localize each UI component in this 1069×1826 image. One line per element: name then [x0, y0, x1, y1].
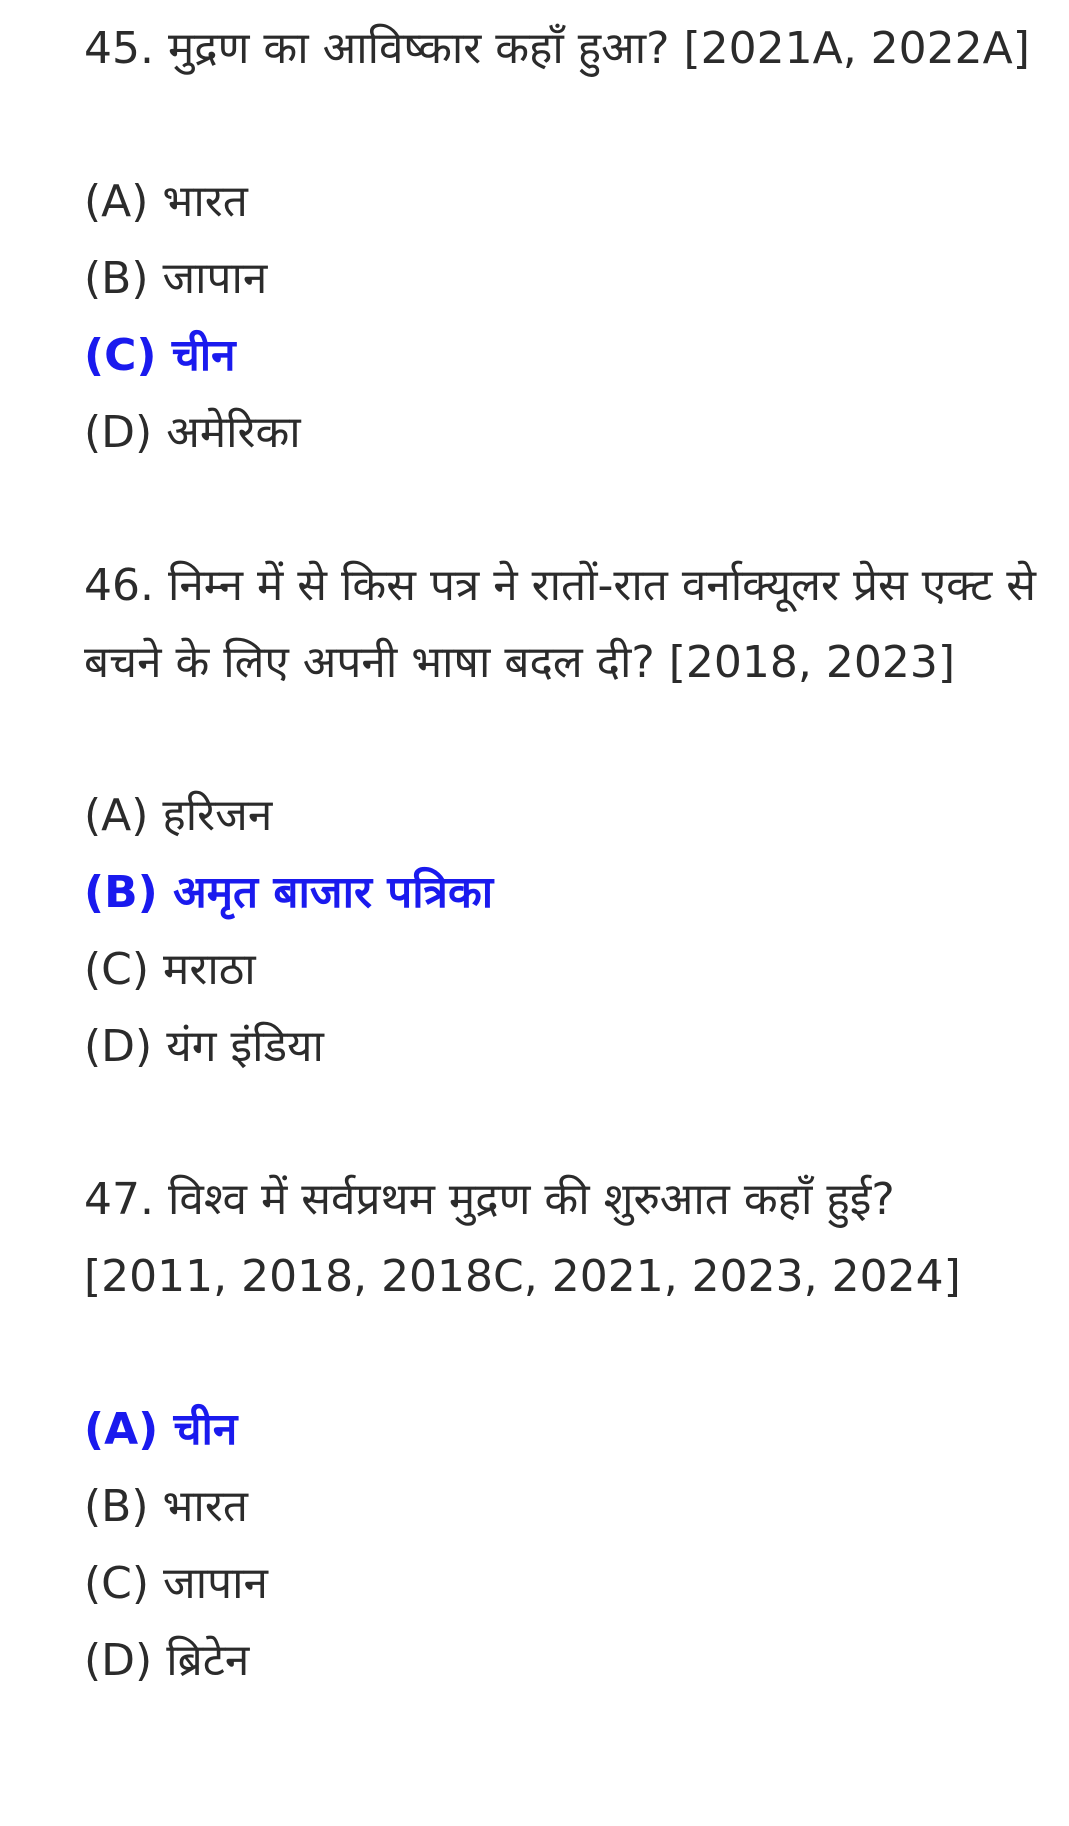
- option-c-correct-answer: (C) चीन: [84, 330, 236, 381]
- option-b: (B) भारत: [84, 1481, 248, 1532]
- spacer: [84, 1315, 1044, 1391]
- quiz-page: [84, 10, 1044, 1699]
- question-block-45: [84, 10, 1044, 471]
- question-block-47: [84, 1161, 1044, 1699]
- option-b: (B) जापान: [84, 253, 268, 304]
- option-d: (D) ब्रिटेन: [84, 1635, 250, 1686]
- option-d: (D) अमेरिका: [84, 407, 301, 458]
- question-block-46: [84, 547, 1044, 1085]
- option-c: (C) मराठा: [84, 944, 256, 995]
- spacer: [84, 471, 1044, 547]
- question-text: 47. विश्व में सर्वप्रथम मुद्रण की शुरुआत कहाँ हुई? [2011, 2018, 2018C, 2021, 2023, 2024]: [84, 1174, 961, 1302]
- option-d: (D) यंग इंडिया: [84, 1021, 324, 1072]
- option-c: (C) जापान: [84, 1558, 268, 1609]
- spacer: [84, 87, 1044, 163]
- option-a: (A) हरिजन: [84, 790, 273, 841]
- question-text: 46. निम्न में से किस पत्र ने रातों-रात वर्नाक्यूलर प्रेस एक्ट से बचने के लिए अपनी भाषा बदल दी? [2018, 2023]: [84, 560, 1036, 688]
- option-b-correct-answer: (B) अमृत बाजार पत्रिका: [84, 867, 494, 918]
- option-a-correct-answer: (A) चीन: [84, 1404, 238, 1455]
- spacer: [84, 1085, 1044, 1161]
- option-a: (A) भारत: [84, 176, 248, 227]
- question-text: 45. मुद्रण का आविष्कार कहाँ हुआ? [2021A, 2022A]: [84, 23, 1030, 74]
- spacer: [84, 701, 1044, 777]
